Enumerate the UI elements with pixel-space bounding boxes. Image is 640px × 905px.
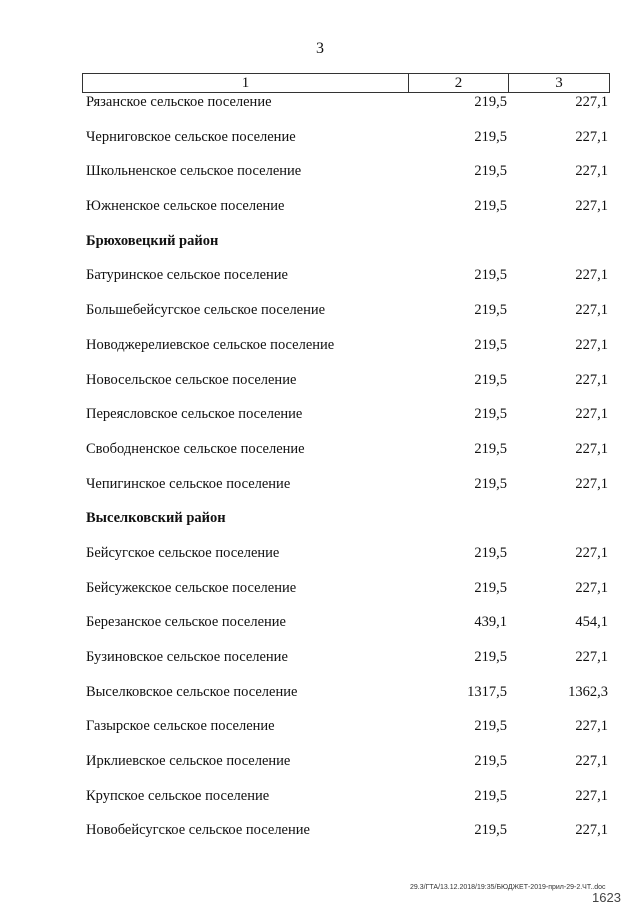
settlement-name: Чепигинское сельское поселение xyxy=(86,475,291,492)
value-col-2: 219,5 xyxy=(474,198,507,215)
settlement-name: Рязанское сельское поселение xyxy=(86,94,272,110)
settlement-name: Новобейсугское сельское поселение xyxy=(86,822,310,839)
value-col-2: 219,5 xyxy=(474,649,507,665)
value-col-3: 227,1 xyxy=(575,336,608,353)
district-name: Выселковский район xyxy=(86,510,226,527)
value-col-2: 219,5 xyxy=(474,128,507,145)
table-row xyxy=(0,647,640,682)
value-col-3: 227,1 xyxy=(575,302,608,319)
settlement-name: Переясловское сельское поселение xyxy=(86,406,303,423)
page-number: 3 xyxy=(316,40,324,57)
settlement-name: Газырское сельское поселение xyxy=(86,718,275,735)
table-row xyxy=(0,439,640,474)
district-name: Брюховецкий район xyxy=(86,232,219,249)
value-col-3: 227,1 xyxy=(575,406,608,423)
table-row xyxy=(0,300,640,335)
value-col-2: 1317,5 xyxy=(467,683,507,700)
value-col-2: 219,5 xyxy=(474,718,507,735)
value-col-3: 227,1 xyxy=(575,579,608,596)
footer-stamp: 29.3/ГТА/13.12.2018/19:35/БЮДЖЕТ-2019-прил-29-2.ЧТ..doc xyxy=(410,884,606,891)
table-row xyxy=(0,92,640,127)
value-col-2: 439,1 xyxy=(474,614,507,631)
table-row xyxy=(0,786,640,821)
table-header xyxy=(82,73,610,93)
settlement-name: Крупское сельское поселение xyxy=(86,787,270,804)
header-col-3: 3 xyxy=(555,74,563,91)
settlement-name: Ирклиевское сельское поселение xyxy=(86,753,291,770)
value-col-3: 227,1 xyxy=(575,267,608,284)
settlement-name: Выселковское сельское поселение xyxy=(86,683,298,700)
value-col-3: 227,1 xyxy=(575,753,608,770)
district-heading-row xyxy=(0,508,640,543)
value-col-2: 219,5 xyxy=(474,406,507,423)
table-row xyxy=(0,682,640,717)
value-col-2: 219,5 xyxy=(474,787,507,804)
table-row xyxy=(0,716,640,751)
value-col-3: 227,1 xyxy=(575,822,608,839)
value-col-2: 219,5 xyxy=(474,267,507,284)
value-col-3: 227,1 xyxy=(575,128,608,145)
value-col-2: 219,5 xyxy=(474,440,507,457)
value-col-2: 219,5 xyxy=(474,371,507,388)
value-col-3: 454,1 xyxy=(575,614,608,631)
value-col-2: 219,5 xyxy=(474,579,507,596)
settlement-name: Свободненское сельское поселение xyxy=(86,440,305,457)
table-body xyxy=(0,92,640,855)
value-col-2: 219,5 xyxy=(474,544,507,561)
value-col-3: 227,1 xyxy=(575,371,608,388)
table-row xyxy=(0,578,640,613)
settlement-name: Черниговское сельское поселение xyxy=(86,128,296,145)
table-row xyxy=(0,474,640,509)
value-col-3: 227,1 xyxy=(575,544,608,561)
district-heading-row xyxy=(0,231,640,266)
value-col-3: 227,1 xyxy=(575,163,608,180)
value-col-2: 219,5 xyxy=(474,163,507,180)
table-row xyxy=(0,335,640,370)
value-col-2: 219,5 xyxy=(474,753,507,770)
header-col-2: 2 xyxy=(409,74,509,92)
table-row xyxy=(0,196,640,231)
settlement-name: Березанское сельское поселение xyxy=(86,614,286,631)
table-row xyxy=(0,751,640,786)
value-col-3: 227,1 xyxy=(575,198,608,215)
value-col-2: 219,5 xyxy=(474,475,507,492)
corner-mark: 1623 xyxy=(592,890,621,905)
header-col-1: 1 xyxy=(83,74,409,92)
value-col-3: 227,1 xyxy=(575,440,608,457)
settlement-name: Бейсужекское сельское поселение xyxy=(86,579,297,596)
settlement-name: Южненское сельское поселение xyxy=(86,198,285,215)
settlement-name: Школьненское сельское поселение xyxy=(86,163,302,180)
table-row xyxy=(0,612,640,647)
value-col-2: 219,5 xyxy=(474,302,507,319)
value-col-3: 227,1 xyxy=(575,94,608,110)
table-row xyxy=(0,265,640,300)
settlement-name: Большебейсугское сельское поселение xyxy=(86,302,326,319)
value-col-3: 227,1 xyxy=(575,475,608,492)
table-row xyxy=(0,404,640,439)
settlement-name: Бейсугское сельское поселение xyxy=(86,544,280,561)
value-col-3: 1362,3 xyxy=(568,683,608,700)
table-row xyxy=(0,161,640,196)
table-row xyxy=(0,370,640,405)
settlement-name: Новоджерелиевское сельское поселение xyxy=(86,336,335,353)
value-col-3: 227,1 xyxy=(575,787,608,804)
value-col-2: 219,5 xyxy=(474,336,507,353)
value-col-2: 219,5 xyxy=(474,94,507,110)
value-col-3: 227,1 xyxy=(575,718,608,735)
settlement-name: Бузиновское сельское поселение xyxy=(86,649,288,665)
value-col-2: 219,5 xyxy=(474,822,507,839)
table-row xyxy=(0,127,640,162)
settlement-name: Батуринское сельское поселение xyxy=(86,267,288,284)
value-col-3: 227,1 xyxy=(575,649,608,665)
settlement-name: Новосельское сельское поселение xyxy=(86,371,297,388)
table-row xyxy=(0,820,640,855)
table-row xyxy=(0,543,640,578)
